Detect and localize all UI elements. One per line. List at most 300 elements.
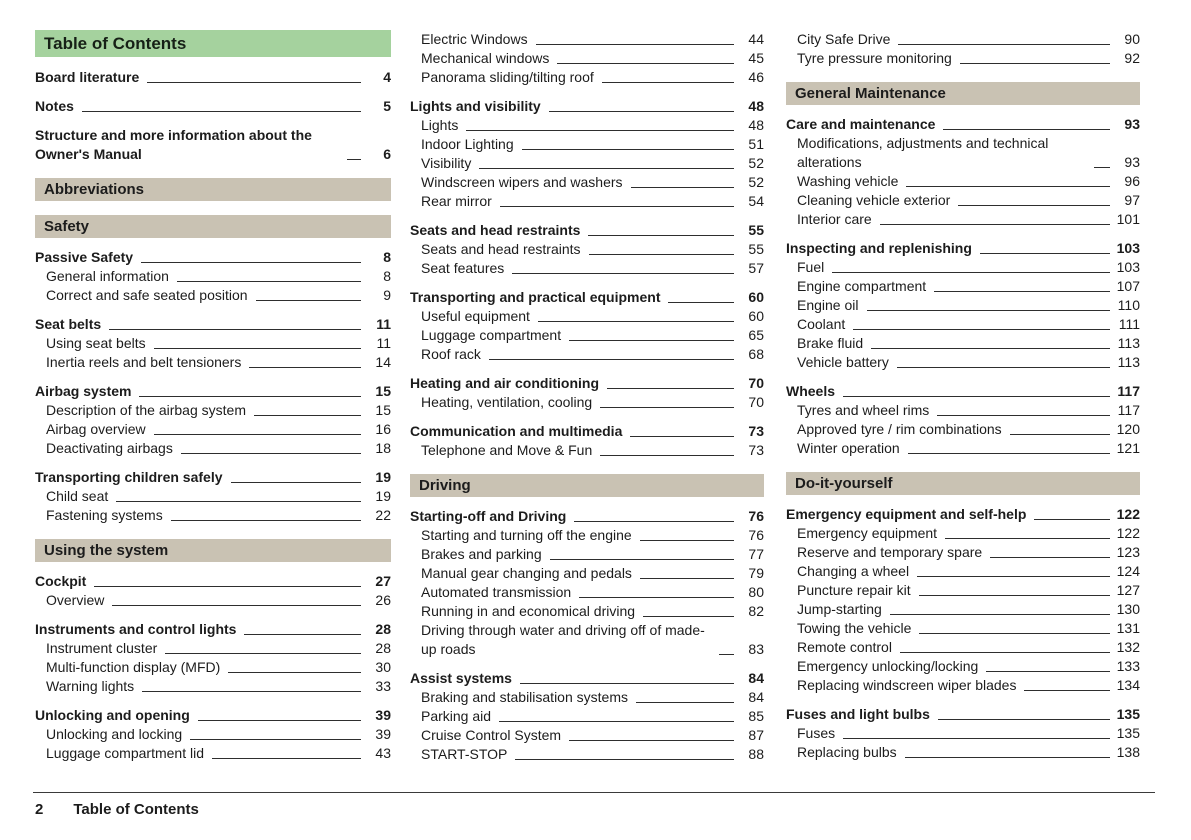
toc-entry-page: 97 [1124, 192, 1140, 208]
toc-entry [35, 334, 391, 353]
toc-entry-label: Multi-function display (MFD) [46, 659, 221, 675]
toc-entry [786, 49, 1140, 68]
leader-line [938, 719, 1110, 720]
toc-entry-label: Mechanical windows [421, 50, 550, 66]
toc-entry-page: 5 [383, 98, 391, 114]
toc-entry [786, 420, 1140, 439]
toc-entry [786, 277, 1140, 296]
toc-entry-page: 4 [383, 69, 391, 85]
toc-entry-page: 124 [1116, 563, 1140, 579]
leader-line [512, 273, 734, 274]
toc-group [35, 572, 391, 610]
toc-entry-label: Fuel [797, 259, 825, 275]
leader-line [843, 738, 1110, 739]
toc-group [786, 115, 1140, 229]
toc-entry-page: 80 [748, 584, 764, 600]
section-header: General Maintenance [786, 82, 1140, 105]
toc-entry [35, 248, 391, 267]
toc-entry [35, 420, 391, 439]
toc-entry-label: Instruments and control lights [35, 621, 237, 637]
toc-entry-page: 103 [1116, 240, 1140, 256]
toc-entry-label: Rear mirror [421, 193, 492, 209]
toc-entry-label: Remote control [797, 639, 892, 655]
toc-entry-label: Transporting and practical equipment [410, 289, 661, 305]
toc-entry-page: 101 [1116, 211, 1140, 227]
footer-divider [33, 792, 1155, 793]
toc-group [786, 382, 1140, 458]
toc-entry-label: Running in and economical driving [421, 603, 636, 619]
leader-line [256, 300, 361, 301]
toc-entry [786, 134, 1140, 172]
toc-entry-label: Reserve and temporary spare [797, 544, 983, 560]
toc-entry [410, 583, 764, 602]
toc-entry-page: 117 [1117, 383, 1140, 399]
leader-line [147, 82, 361, 83]
toc-group [35, 97, 391, 116]
toc-entry-label: Luggage compartment [421, 327, 562, 343]
toc-entry-page: 76 [748, 527, 764, 543]
toc-entry-page: 111 [1118, 316, 1140, 332]
toc-entry-page: 52 [748, 174, 764, 190]
leader-line [640, 540, 734, 541]
toc-entry-label: Child seat [46, 488, 109, 504]
leader-line [900, 652, 1110, 653]
toc-entry [786, 439, 1140, 458]
toc-entry-label: Emergency unlocking/locking [797, 658, 979, 674]
toc-entry-page: 8 [383, 268, 391, 284]
leader-line [466, 130, 734, 131]
toc-entry [410, 30, 764, 49]
leader-line [1094, 167, 1110, 168]
toc-entry [35, 572, 391, 591]
toc-group [35, 382, 391, 458]
leader-line [853, 329, 1110, 330]
leader-line [898, 44, 1110, 45]
toc-entry-label: Engine oil [797, 297, 859, 313]
toc-entry-page: 48 [748, 117, 764, 133]
toc-entry-page: 82 [748, 603, 764, 619]
toc-entry [786, 258, 1140, 277]
toc-entry-label: Braking and stabilisation systems [421, 689, 628, 705]
toc-entry [410, 422, 764, 441]
toc-entry-label: Seat features [421, 260, 505, 276]
toc-entry-page: 133 [1116, 658, 1140, 674]
toc-group [35, 706, 391, 763]
toc-entry [786, 172, 1140, 191]
toc-entry-label: Cleaning vehicle exterior [797, 192, 951, 208]
leader-line [82, 111, 361, 112]
leader-line [569, 340, 734, 341]
leader-line [538, 321, 734, 322]
leader-line [631, 187, 734, 188]
leader-line [212, 758, 361, 759]
toc-entry [35, 620, 391, 639]
toc-entry-page: 70 [748, 375, 764, 391]
toc-entry [410, 526, 764, 545]
leader-line [934, 291, 1110, 292]
toc-entry [786, 543, 1140, 562]
leader-line [171, 520, 361, 521]
leader-line [880, 224, 1110, 225]
toc-entry-label: Airbag overview [46, 421, 146, 437]
toc-entry-page: 113 [1117, 354, 1140, 370]
toc-entry-page: 19 [375, 469, 391, 485]
leader-line [917, 576, 1110, 577]
toc-entry [410, 441, 764, 460]
toc-entry-label: Modifications, adjustments and technical alterations [797, 135, 1049, 170]
leader-line [574, 521, 734, 522]
toc-entry [410, 307, 764, 326]
leader-line [937, 415, 1110, 416]
toc-entry [410, 240, 764, 259]
toc-entry-page: 130 [1116, 601, 1140, 617]
leader-line [190, 739, 361, 740]
toc-entry [35, 658, 391, 677]
leader-line [668, 302, 734, 303]
toc-entry-label: Unlocking and opening [35, 707, 190, 723]
toc-group [786, 30, 1140, 68]
toc-entry-label: Warning lights [46, 678, 135, 694]
toc-entry-label: Correct and safe seated position [46, 287, 248, 303]
leader-line [231, 482, 362, 483]
toc-entry [786, 210, 1140, 229]
toc-entry-label: Using seat belts [46, 335, 146, 351]
toc-entry-page: 70 [748, 394, 764, 410]
toc-entry-label: Inertia reels and belt tensioners [46, 354, 242, 370]
toc-entry [410, 221, 764, 240]
leader-line [906, 186, 1110, 187]
toc-group [35, 126, 391, 164]
toc-entry [786, 619, 1140, 638]
toc-entry-page: 11 [376, 316, 391, 332]
toc-entry [410, 707, 764, 726]
toc-entry-page: 51 [748, 136, 764, 152]
toc-entry-page: 87 [748, 727, 764, 743]
section-header: Abbreviations [35, 178, 391, 201]
toc-entry-label: Seat belts [35, 316, 102, 332]
toc-entry-label: Fastening systems [46, 507, 163, 523]
toc-entry-page: 44 [748, 31, 764, 47]
section-header: Safety [35, 215, 391, 238]
leader-line [557, 63, 734, 64]
toc-entry [410, 49, 764, 68]
toc-entry [410, 564, 764, 583]
toc-entry-label: Washing vehicle [797, 173, 899, 189]
toc-entry-label: Puncture repair kit [797, 582, 911, 598]
leader-line [139, 396, 361, 397]
toc-entry-label: START-STOP [421, 746, 508, 762]
toc-entry-page: 117 [1117, 402, 1140, 418]
toc-entry-label: Winter operation [797, 440, 900, 456]
toc-entry-label: Fuses [797, 725, 836, 741]
toc-entry-page: 77 [748, 546, 764, 562]
toc-entry-page: 127 [1116, 582, 1140, 598]
toc-entry [786, 600, 1140, 619]
toc-entry-page: 28 [375, 621, 391, 637]
toc-entry [786, 191, 1140, 210]
leader-line [960, 63, 1110, 64]
footer-page-number: 2 [35, 801, 44, 818]
toc-entry-page: 90 [1124, 31, 1140, 47]
toc-entry [410, 135, 764, 154]
toc-group [35, 68, 391, 87]
leader-line [522, 149, 734, 150]
toc-entry-page: 60 [748, 289, 764, 305]
section-header: Driving [410, 474, 764, 497]
toc-entry-page: 18 [375, 440, 391, 456]
leader-line [871, 348, 1110, 349]
toc-group [410, 288, 764, 364]
toc-entry-label: Cruise Control System [421, 727, 562, 743]
leader-line [1024, 690, 1110, 691]
toc-entry-label: Indoor Lighting [421, 136, 514, 152]
leader-line [719, 654, 734, 655]
toc-entry-page: 27 [375, 573, 391, 589]
toc-entry [410, 745, 764, 764]
toc-entry-label: Luggage compartment lid [46, 745, 204, 761]
toc-entry-page: 9 [383, 287, 391, 303]
toc-entry-label: Changing a wheel [797, 563, 910, 579]
toc-group [786, 239, 1140, 372]
toc-entry-label: Coolant [797, 316, 846, 332]
toc-group [410, 374, 764, 412]
toc-entry-label: Passive Safety [35, 249, 134, 265]
toc-entry-label: Lights [421, 117, 459, 133]
toc-entry [786, 524, 1140, 543]
toc-entry-page: 93 [1124, 154, 1140, 170]
toc-entry [410, 154, 764, 173]
toc-entry-page: 15 [375, 402, 391, 418]
toc-entry-label: Towing the vehicle [797, 620, 912, 636]
leader-line [244, 634, 361, 635]
toc-entry-page: 122 [1116, 506, 1140, 522]
toc-group [410, 221, 764, 278]
leader-line [181, 453, 361, 454]
toc-entry-label: General information [46, 268, 169, 284]
toc-entry-page: 84 [748, 689, 764, 705]
toc-entry-label: Airbag system [35, 383, 132, 399]
toc-entry-label: Vehicle battery [797, 354, 889, 370]
toc-entry-label: Cockpit [35, 573, 87, 589]
toc-entry-label: Notes [35, 98, 74, 114]
toc-entry [786, 334, 1140, 353]
toc-entry [35, 506, 391, 525]
toc-entry-label: Seats and head restraints [421, 241, 581, 257]
toc-entry-label: Seats and head restraints [410, 222, 581, 238]
toc-entry-page: 122 [1116, 525, 1140, 541]
toc-entry-page: 33 [375, 678, 391, 694]
toc-entry-label: Driving through water and driving off of made-up roads [421, 622, 705, 657]
leader-line [600, 407, 734, 408]
toc-entry [35, 487, 391, 506]
toc-entry-label: Starting-off and Driving [410, 508, 567, 524]
toc-entry [35, 401, 391, 420]
toc-entry-label: Heating, ventilation, cooling [421, 394, 593, 410]
toc-entry-page: 45 [748, 50, 764, 66]
toc-entry-label: Unlocking and locking [46, 726, 183, 742]
toc-entry-page: 52 [748, 155, 764, 171]
toc-entry [410, 507, 764, 526]
toc-entry-page: 134 [1116, 677, 1140, 693]
page-title-banner: Table of Contents [35, 30, 391, 57]
toc-entry [410, 116, 764, 135]
toc-entry-page: 132 [1116, 639, 1140, 655]
toc-entry-page: 73 [748, 442, 764, 458]
toc-entry [410, 259, 764, 278]
footer-title: Table of Contents [73, 801, 199, 818]
toc-entry [786, 315, 1140, 334]
toc-entry [786, 401, 1140, 420]
toc-entry-page: 135 [1116, 706, 1140, 722]
toc-entry-label: Structure and more information about the Owner's Manual [35, 127, 312, 162]
toc-entry-label: Instrument cluster [46, 640, 158, 656]
leader-line [499, 721, 734, 722]
leader-line [919, 633, 1110, 634]
leader-line [154, 434, 361, 435]
toc-entry-page: 28 [375, 640, 391, 656]
leader-line [832, 272, 1110, 273]
toc-entry-label: Tyres and wheel rims [797, 402, 930, 418]
leader-line [579, 597, 734, 598]
leader-line [249, 367, 361, 368]
toc-group [410, 97, 764, 211]
toc-entry-label: Fuses and light bulbs [786, 706, 930, 722]
toc-entry [410, 192, 764, 211]
toc-entry-label: Useful equipment [421, 308, 530, 324]
toc-entry-page: 92 [1124, 50, 1140, 66]
toc-entry-page: 39 [375, 726, 391, 742]
toc-entry [786, 705, 1140, 724]
toc-entry-label: Inspecting and replenishing [786, 240, 972, 256]
toc-entry-page: 83 [748, 641, 764, 657]
toc-entry [786, 657, 1140, 676]
toc-entry-label: Communication and multimedia [410, 423, 623, 439]
toc-entry-label: Parking aid [421, 708, 492, 724]
toc-entry [786, 239, 1140, 258]
toc-column-left [35, 30, 391, 763]
leader-line [154, 348, 361, 349]
toc-entry-label: Description of the airbag system [46, 402, 246, 418]
toc-entry-page: 93 [1124, 116, 1140, 132]
leader-line [254, 415, 361, 416]
section-header: Do-it-yourself [786, 472, 1140, 495]
toc-group [410, 669, 764, 764]
toc-entry-label: Replacing bulbs [797, 744, 897, 760]
toc-entry [35, 468, 391, 487]
toc-entry-page: 103 [1116, 259, 1140, 275]
leader-line [165, 653, 361, 654]
toc-entry-label: Approved tyre / rim combinations [797, 421, 1002, 437]
toc-entry [35, 744, 391, 763]
toc-column-middle [410, 30, 764, 764]
leader-line [600, 455, 734, 456]
toc-entry-label: Care and maintenance [786, 116, 936, 132]
toc-entry-label: Emergency equipment and self-help [786, 506, 1027, 522]
leader-line [489, 359, 734, 360]
toc-entry-label: Manual gear changing and pedals [421, 565, 632, 581]
toc-entry [410, 621, 764, 659]
toc-entry [35, 97, 391, 116]
toc-entry [35, 286, 391, 305]
toc-entry [35, 267, 391, 286]
toc-entry [786, 353, 1140, 372]
toc-entry-page: 14 [375, 354, 391, 370]
toc-entry [410, 688, 764, 707]
toc-column-right [786, 30, 1140, 762]
toc-entry [410, 288, 764, 307]
leader-line [536, 44, 734, 45]
leader-line [867, 310, 1111, 311]
toc-entry [410, 68, 764, 87]
toc-entry-label: Roof rack [421, 346, 481, 362]
toc-entry [786, 296, 1140, 315]
toc-entry-label: Electric Windows [421, 31, 528, 47]
toc-entry-label: Jump-starting [797, 601, 882, 617]
leader-line [142, 691, 361, 692]
leader-line [908, 453, 1110, 454]
section-header: Using the system [35, 539, 391, 562]
toc-entry-label: Windscreen wipers and washers [421, 174, 623, 190]
leader-line [643, 616, 734, 617]
toc-entry [786, 676, 1140, 695]
leader-line [94, 586, 361, 587]
toc-entry-label: Deactivating airbags [46, 440, 173, 456]
toc-entry-page: 11 [376, 335, 391, 351]
toc-entry [410, 374, 764, 393]
toc-group [786, 505, 1140, 695]
leader-line [943, 129, 1110, 130]
toc-entry-label: Emergency equipment [797, 525, 938, 541]
toc-entry-label: Automated transmission [421, 584, 572, 600]
toc-entry-page: 121 [1116, 440, 1140, 456]
toc-entry-page: 96 [1124, 173, 1140, 189]
toc-entry [35, 439, 391, 458]
leader-line [228, 672, 361, 673]
toc-entry-page: 55 [748, 241, 764, 257]
toc-entry [35, 315, 391, 334]
toc-entry-page: 138 [1116, 744, 1140, 760]
toc-entry [35, 706, 391, 725]
toc-entry [786, 382, 1140, 401]
leader-line [602, 82, 734, 83]
leader-line [919, 595, 1110, 596]
toc-entry-page: 46 [748, 69, 764, 85]
toc-entry [410, 669, 764, 688]
toc-entry [410, 97, 764, 116]
toc-entry [786, 505, 1140, 524]
toc-entry [786, 724, 1140, 743]
toc-entry-page: 60 [748, 308, 764, 324]
toc-entry-label: Board literature [35, 69, 140, 85]
toc-entry-label: Replacing windscreen wiper blades [797, 677, 1017, 693]
toc-entry [410, 602, 764, 621]
toc-entry [410, 326, 764, 345]
page-footer [35, 801, 199, 818]
toc-entry-page: 68 [748, 346, 764, 362]
toc-entry-page: 15 [375, 383, 391, 399]
toc-group [35, 468, 391, 525]
toc-entry-label: Overview [46, 592, 105, 608]
toc-entry [786, 743, 1140, 762]
toc-entry-page: 123 [1116, 544, 1140, 560]
toc-entry [35, 353, 391, 372]
toc-entry-label: Tyre pressure monitoring [797, 50, 952, 66]
leader-line [500, 206, 734, 207]
toc-entry [410, 173, 764, 192]
toc-entry-label: Panorama sliding/tilting roof [421, 69, 594, 85]
toc-entry-label: Assist systems [410, 670, 512, 686]
toc-entry-page: 113 [1117, 335, 1140, 351]
